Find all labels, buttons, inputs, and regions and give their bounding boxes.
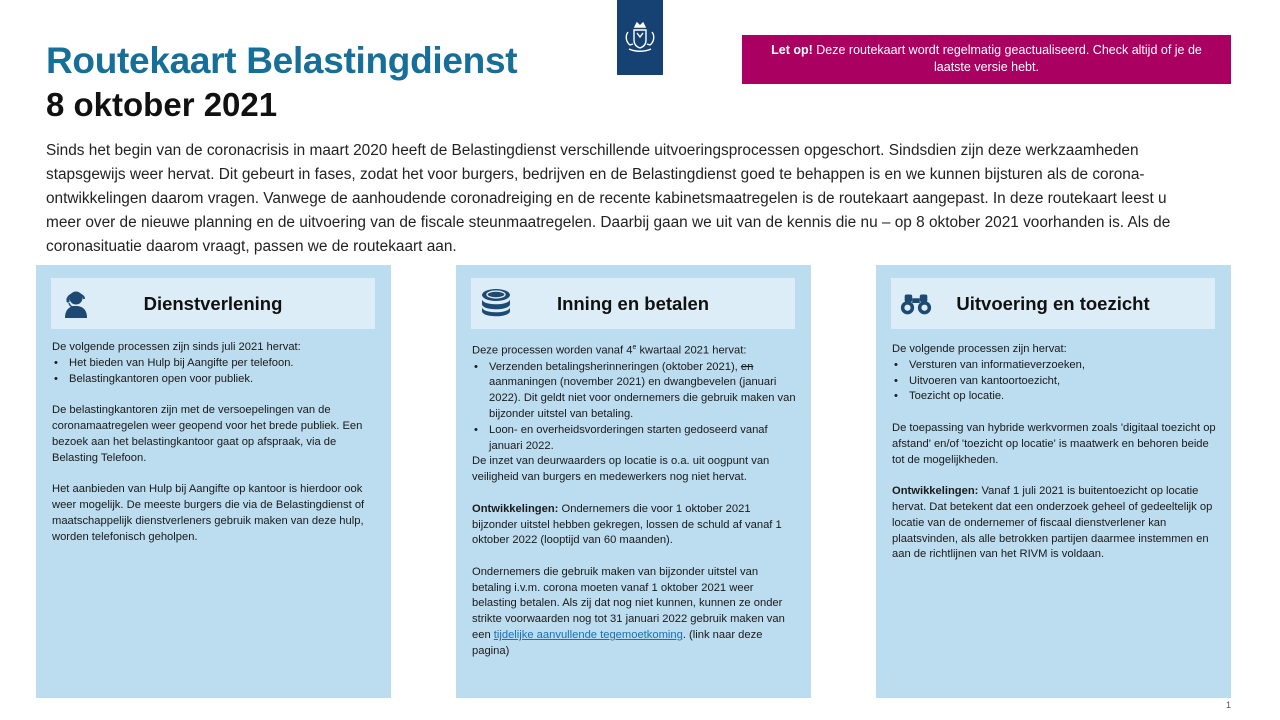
panel-body <box>52 340 379 545</box>
list-item: • Belastingkantoren open voor publiek. <box>52 372 379 388</box>
page-number: 1 <box>1226 700 1232 710</box>
panel-uitvoering-en-toezicht <box>876 265 1231 698</box>
panel-paragraph: Ondernemers die gebruik maken van bijzonder uitstel van betaling i.v.m. corona moeten vanaf 1 oktober 2021 weer belasting betalen. Als zij dat nog niet kunnen, kunnen ze onder strikte voorwaarden nog tot 31 januari 2022 gebruik maken van een tijdelijke aanvullende tegemoetkoming. (link naar deze pagina) <box>472 565 785 657</box>
tegemoetkoming-link[interactable]: tijdelijke aanvullende tegemoetkoming <box>493 629 683 642</box>
rijksoverheid-logo <box>617 0 663 75</box>
list-item: • Loon- en overheidsvorderingen starten gedoseerd vanaf januari 2022. <box>472 423 799 455</box>
panel-intro: De volgende processen zijn hervat: <box>892 343 1067 355</box>
panel-intro: De volgende processen zijn sinds juli 2021 hervat: <box>52 341 301 353</box>
panel-intro: Deze processen worden vanaf 4e kwartaal 2021 hervat: <box>472 344 747 357</box>
panel-header <box>471 278 795 329</box>
list-item: • Het bieden van Hulp bij Aangifte per telefoon. <box>52 356 379 372</box>
notice-text: Deze routekaart wordt regelmatig geactualiseerd. Check altijd of je de laatste versie hebt. <box>812 43 1202 74</box>
list-item: • Versturen van informatieverzoeken, <box>892 358 1219 374</box>
panel-inning-en-betalen <box>456 265 811 698</box>
update-notice-banner <box>742 35 1231 84</box>
list-item: • Uitvoeren van kantoortoezicht, <box>892 374 1219 390</box>
page-date: 8 oktober 2021 <box>46 86 278 123</box>
rijksoverheid-coat-of-arms-icon <box>620 18 660 58</box>
panel-dienstverlening <box>36 265 391 698</box>
notice-lead: Let op! <box>771 43 813 57</box>
panel-paragraph: De inzet van deurwaarders op locatie is o.a. uit oogpunt van veiligheid van burgers en medewerkers nog niet hervat. <box>472 455 770 484</box>
panel-title: Dienstverlening <box>143 293 283 314</box>
panel-title: Inning en betalen <box>556 293 710 314</box>
developments-paragraph: Ontwikkelingen: Ondernemers die voor 1 oktober 2021 bijzonder uitstel hebben gekregen, lossen de schuld af vanaf 1 oktober 2022 (looptijd van 60 maanden). <box>472 502 782 547</box>
process-list <box>892 358 1219 405</box>
intro-paragraph: Sinds het begin van de coronacrisis in maart 2020 heeft de Belastingdienst verschillende uitvoeringsprocessen opgeschort. Sindsdien zijn deze werkzaamheden stapsgewijs weer hervat. Dit gebeurt in fases, zodat het voor burgers, bedrijven en de Belastingdienst goed te behappen is en we kunnen bijsturen als de corona-ontwikkelingen daarom vragen. Vanwege de aanhoudende coronadreiging en de recente kabinetsmaatregelen is de routekaart aangepast. In deze routekaart leest u meer over de nieuwe planning en de uitvoering van de fiscale steunmaatregelen. Daarbij gaan we uit van de kennis die nu – op 8 oktober 2021 voorhanden is. Als de coronasituatie daarom vraagt, passen we de routekaart aan. <box>46 142 1171 255</box>
panel-body <box>472 340 799 660</box>
panel-paragraph: De toepassing van hybride werkvormen zoals 'digitaal toezicht op afstand' en/of 'toezicht op locatie' is maatwerk en behoren beide tot de mogelijkheden. <box>892 421 1216 466</box>
list-item: • Toezicht op locatie. <box>892 389 1219 405</box>
panel-title: Uitvoering en toezicht <box>956 293 1150 314</box>
process-list <box>52 356 379 388</box>
list-item: • Verzenden betalingsherinneringen (oktober 2021), en aanmaningen (november 2021) en dwangbevelen (januari 2022). Dit geldt niet voor ondernemers die gebruik maken van bijzonder uitstel van betaling. <box>472 360 799 423</box>
panel-header <box>891 278 1215 329</box>
developments-paragraph: Ontwikkelingen: Vanaf 1 juli 2021 is buitentoezicht op locatie hervat. Dat betekent dat een onderzoek geheel of gedeeltelijk op locatie van de ondernemer of fiscaal dienstverlener kan plaatsvinden, als alle betrokken partijen daarmee instemmen en aan de richtlijnen van het RIVM is voldaan. <box>892 485 1213 561</box>
panel-paragraph: Het aanbieden van Hulp bij Aangifte op kantoor is hierdoor ook weer mogelijk. De meeste burgers die via de Belastingdienst of maatschappelijk dienstverleners gebruik maken van deze hulp, worden telefonisch geholpen. <box>52 483 365 543</box>
process-list <box>472 360 799 455</box>
panel-paragraph: De belastingkantoren zijn met de versoepelingen van de coronamaatregelen weer geopend voor het brede publiek. Een bezoek aan het belastingkantoor gaat op afspraak, via de Belasting Telefoon. <box>52 404 363 464</box>
page-title: Routekaart Belastingdienst <box>46 40 518 81</box>
panel-header <box>51 278 375 329</box>
panel-body <box>892 342 1219 563</box>
